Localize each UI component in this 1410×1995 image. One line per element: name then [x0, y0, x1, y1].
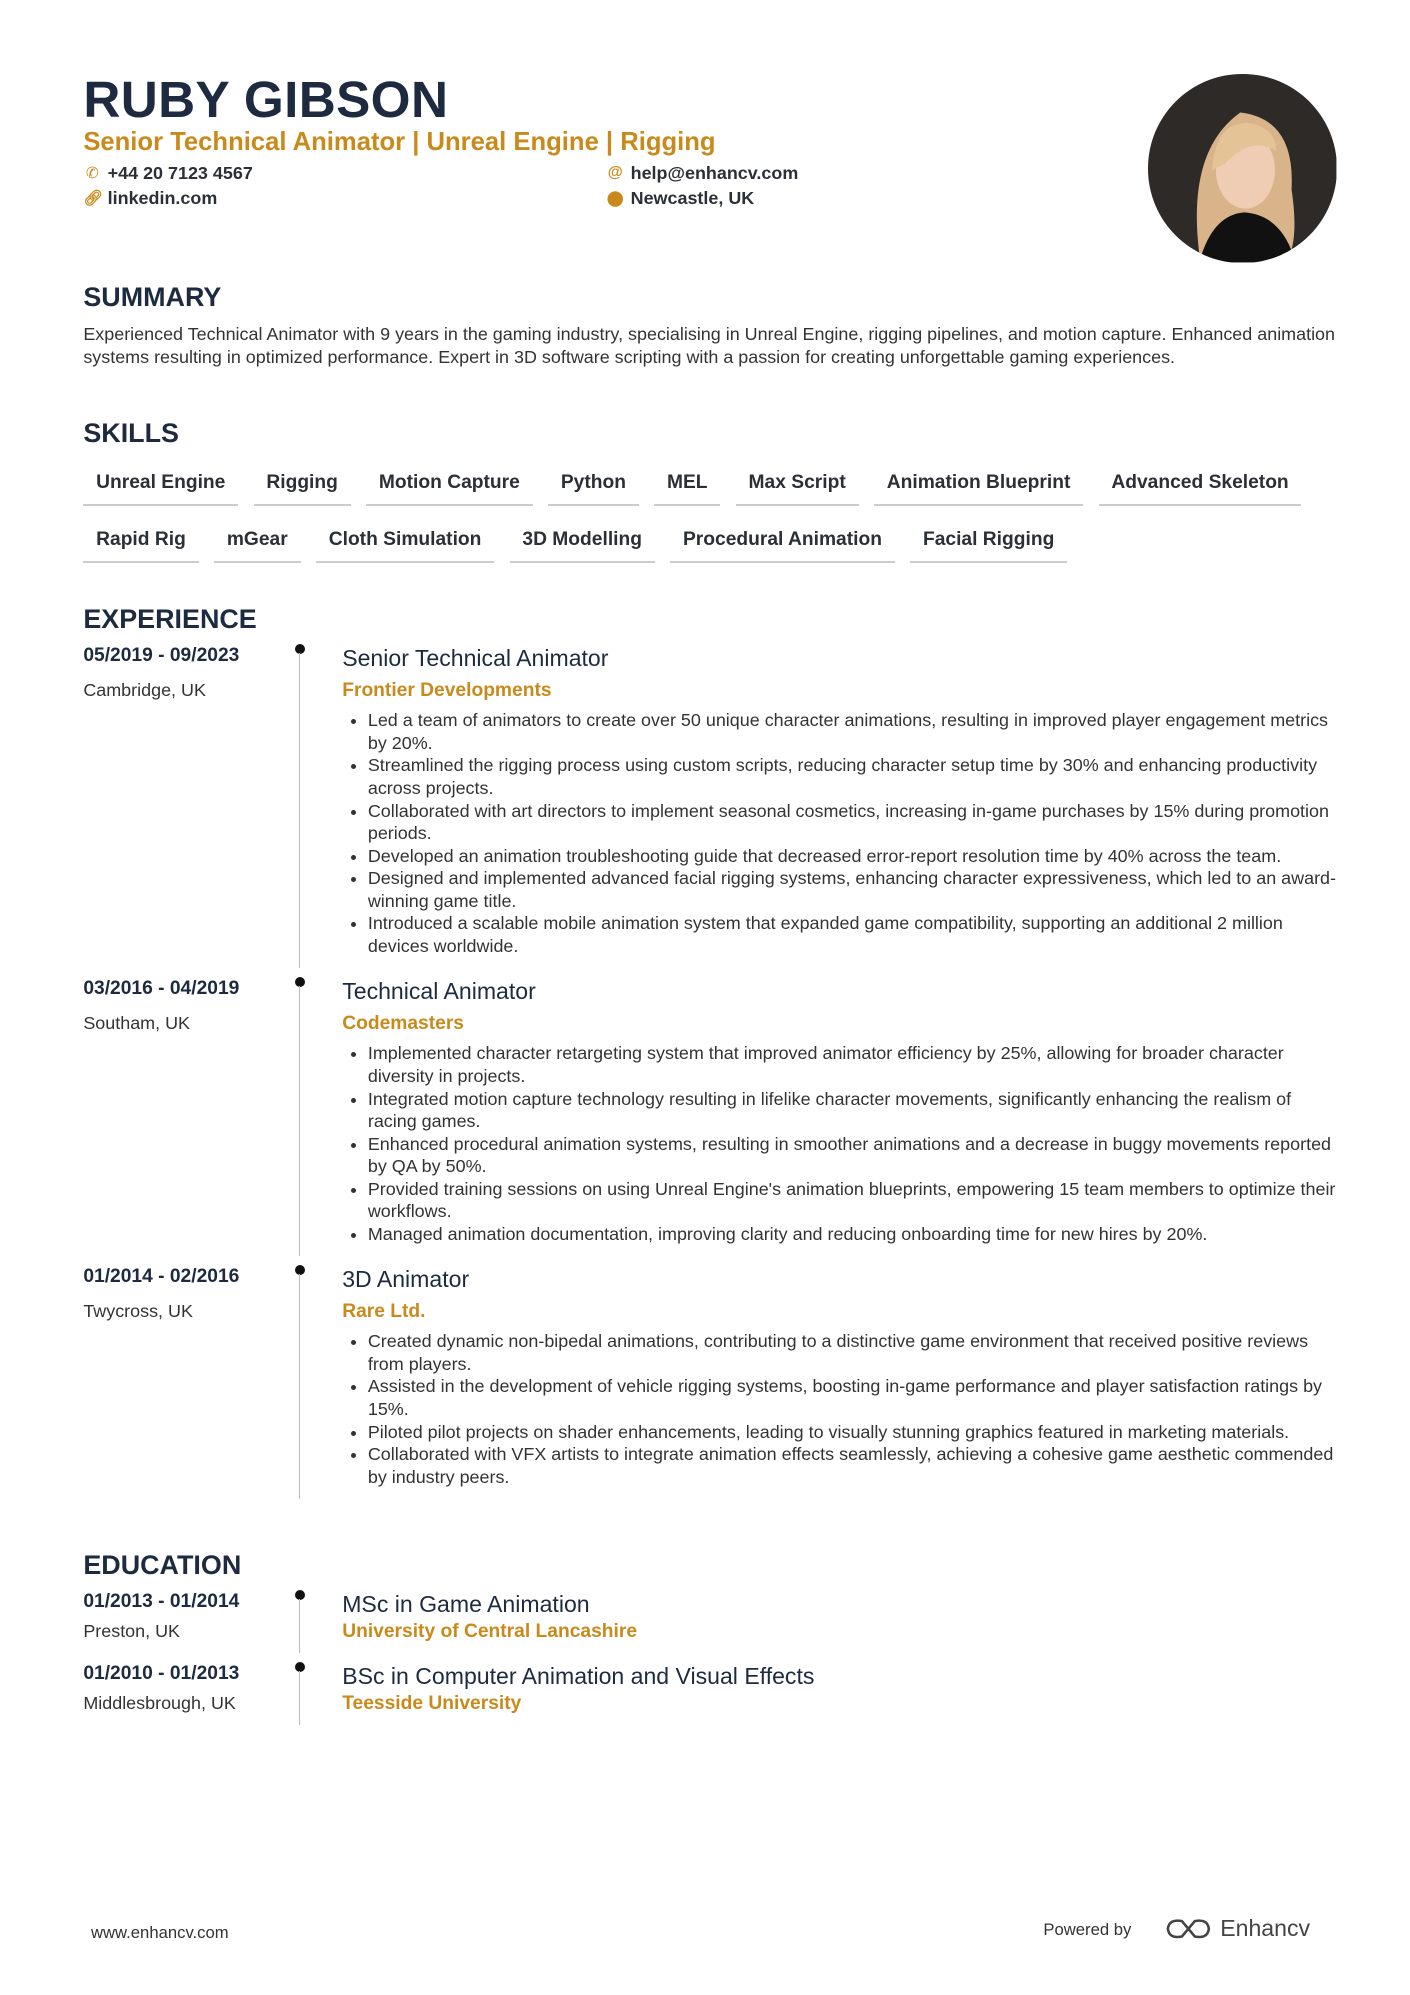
job-title: Technical Animator [342, 978, 536, 1005]
education-entry [83, 1591, 1339, 1643]
phone [83, 163, 252, 184]
candidate-name: RUBY GIBSON [83, 71, 449, 129]
job-entry [83, 645, 1339, 958]
linkedin-text[interactable]: linkedin.com [107, 188, 218, 209]
bullet-item: • Streamlined the rigging process using custom scripts, reducing character setup time by 30% and enhancing productivity across projects. [368, 754, 1340, 799]
linkedin-link[interactable] [83, 188, 217, 209]
location [606, 188, 754, 209]
email-link[interactable] [606, 163, 798, 184]
skill-chip: Motion Capture [366, 464, 533, 506]
timeline-dot [295, 644, 305, 654]
skill-chip: Rigging [254, 464, 351, 506]
education-section [83, 1550, 1339, 1735]
bullet-item: • Collaborated with art directors to implement seasonal cosmetics, increasing in-game purchases by 15% during promotion periods. [368, 800, 1340, 845]
phone-text: +44 20 7123 4567 [107, 162, 253, 183]
skills-list [83, 464, 1339, 579]
timeline [299, 645, 343, 958]
timeline [299, 978, 343, 1245]
school: University of Central Lancashire [342, 1620, 638, 1642]
job-bullets [342, 709, 1339, 957]
entry-location: Southam, UK [83, 1012, 190, 1033]
entry-location: Middlesbrough, UK [83, 1692, 236, 1713]
bullet-item: • Led a team of animators to create over 50 unique character animations, resulting in improved player engagement metrics by 20%. [368, 709, 1340, 754]
skill-chip: mGear [214, 522, 301, 564]
skill-chip: Max Script [736, 464, 859, 506]
job-entry [83, 1266, 1339, 1488]
bullet-item: • Piloted pilot projects on shader enhancements, leading to visually stunning graphics featured in marketing materials. [368, 1421, 1340, 1444]
degree: BSc in Computer Animation and Visual Effects [342, 1663, 815, 1689]
location-pin-icon: ⬤ [606, 190, 624, 208]
skill-chip: Python [548, 464, 639, 506]
skill-chip: Procedural Animation [670, 522, 895, 564]
entry-location: Preston, UK [83, 1620, 181, 1641]
summary-section [83, 282, 1339, 369]
entry-location: Cambridge, UK [83, 679, 206, 700]
email-text[interactable]: help@enhancv.com [630, 162, 799, 183]
powered-by: Powered by [1043, 1920, 1132, 1940]
timeline-dot [295, 1590, 305, 1600]
skill-chip: Rapid Rig [83, 522, 198, 564]
timeline-line [299, 653, 300, 968]
skill-chip: 3D Modelling [510, 522, 655, 564]
bullet-item: • Integrated motion capture technology resulting in lifelike character movements, significantly enhancing the realism of racing games. [368, 1088, 1340, 1133]
job-bullets [342, 1042, 1339, 1245]
experience-section [83, 604, 1339, 1509]
location-text: Newcastle, UK [630, 188, 755, 209]
job-bullets [342, 1330, 1339, 1488]
footer-website[interactable]: www.enhancv.com [91, 1922, 229, 1942]
date-range: 03/2016 - 04/2019 [83, 978, 240, 1000]
job-title: Senior Technical Animator [342, 644, 609, 671]
brand-name: Enhancv [1220, 1915, 1311, 1941]
education-heading: EDUCATION [83, 1549, 242, 1580]
skill-chip: Facial Rigging [910, 522, 1067, 564]
skill-chip: Animation Blueprint [874, 464, 1083, 506]
at-icon: @ [607, 164, 623, 182]
timeline-line [299, 1671, 300, 1725]
job-entry [83, 978, 1339, 1245]
bullet-item: • Enhanced procedural animation systems, resulting in smoother animations and a decrease in buggy movements reported by QA by 50%. [368, 1133, 1340, 1178]
timeline-dot [295, 1662, 305, 1672]
summary-text: Experienced Technical Animator with 9 years in the gaming industry, specialising in Unreal Engine, rigging pipelines, and motion capture. Enhanced animation systems resulting in optimized performance. Expert in 3D software scripting with a passion for creating unforgettable gaming experiences. [83, 324, 1336, 368]
company: Rare Ltd. [342, 1300, 426, 1322]
skills-heading: SKILLS [83, 417, 179, 448]
timeline [299, 1266, 343, 1488]
phone-icon: ✆ [85, 164, 99, 182]
bullet-item: • Designed and implemented advanced facial rigging systems, enhancing character expressiveness, which led to an award-winning game title. [368, 867, 1340, 912]
degree: MSc in Game Animation [342, 1590, 590, 1617]
skill-chip: Advanced Skeleton [1099, 464, 1302, 506]
timeline [299, 1591, 343, 1643]
date-range: 01/2013 - 01/2014 [83, 1590, 240, 1612]
timeline-line [299, 1599, 300, 1653]
company: Frontier Developments [342, 679, 552, 701]
enhancv-logo [1164, 1915, 1310, 1942]
skill-chip: Cloth Simulation [316, 522, 494, 564]
summary-heading: SUMMARY [83, 281, 222, 312]
education-entry [83, 1663, 1339, 1715]
timeline-line [299, 986, 300, 1256]
timeline-dot [295, 977, 305, 987]
timeline-line [299, 1274, 300, 1499]
bullet-item: • Implemented character retargeting system that improved animator efficiency by 25%, allowing for broader character diversity in projects. [368, 1042, 1340, 1087]
timeline-dot [295, 1265, 305, 1275]
company: Codemasters [342, 1012, 464, 1034]
headline: Senior Technical Animator | Unreal Engine | Rigging [83, 128, 716, 157]
timeline [299, 1663, 343, 1715]
bullet-item: • Introduced a scalable mobile animation system that expanded game compatibility, supporting an additional 2 million devices worldwide. [368, 912, 1340, 957]
skill-chip: Unreal Engine [83, 464, 238, 506]
school: Teesside University [342, 1692, 522, 1714]
experience-heading: EXPERIENCE [83, 603, 257, 634]
bullet-item: • Provided training sessions on using Unreal Engine's animation blueprints, empowering 15 team members to optimize their workflows. [368, 1178, 1340, 1223]
enhancv-logo-icon [1164, 1916, 1213, 1942]
bullet-item: • Managed animation documentation, improving clarity and reducing onboarding time for new hires by 20%. [368, 1223, 1340, 1246]
bullet-item: • Created dynamic non-bipedal animations, contributing to a distinctive game environment that received positive reviews from players. [368, 1330, 1340, 1375]
profile-photo [1148, 74, 1336, 262]
date-range: 05/2019 - 09/2023 [83, 644, 240, 666]
skills-section [83, 418, 1339, 579]
date-range: 01/2014 - 02/2016 [83, 1265, 240, 1287]
bullet-item: • Developed an animation troubleshooting guide that decreased error-report resolution time by 40% across the team. [368, 845, 1340, 868]
job-title: 3D Animator [342, 1265, 470, 1292]
link-icon: 🔗︎ [83, 190, 103, 208]
skill-chip: MEL [654, 464, 720, 506]
entry-location: Twycross, UK [83, 1300, 193, 1321]
bullet-item: • Collaborated with VFX artists to integrate animation effects seamlessly, achieving a cohesive game aesthetic commended by industry peers. [368, 1443, 1340, 1488]
bullet-item: • Assisted in the development of vehicle rigging systems, boosting in-game performance and player satisfaction ratings by 15%. [368, 1375, 1340, 1420]
date-range: 01/2010 - 01/2013 [83, 1663, 240, 1684]
